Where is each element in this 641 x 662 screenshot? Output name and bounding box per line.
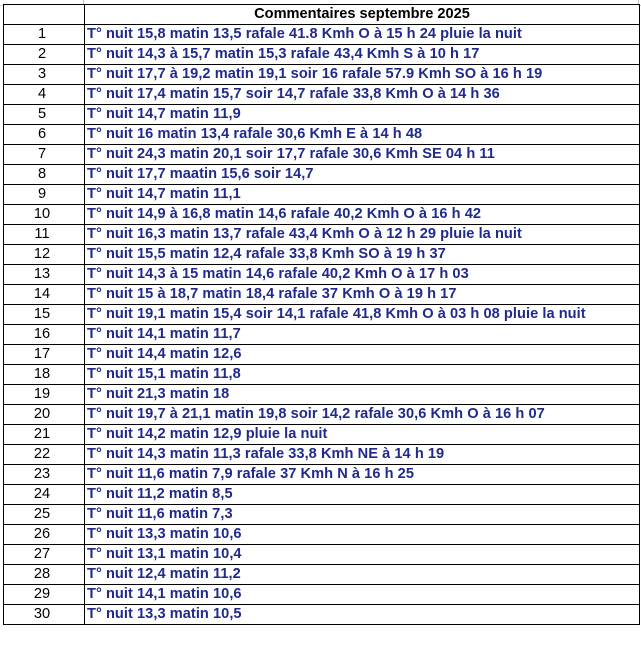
day-number-cell[interactable]: 24: [4, 485, 85, 505]
comment-cell[interactable]: T° nuit 21,3 matin 18: [85, 385, 640, 405]
table-row: [4, 145, 640, 165]
comment-cell[interactable]: T° nuit 14,2 matin 12,9 pluie la nuit: [85, 425, 640, 445]
comment-cell[interactable]: T° nuit 14,3 à 15 matin 14,6 rafale 40,2 Kmh O à 17 h 03: [85, 265, 640, 285]
day-number-cell[interactable]: 25: [4, 505, 85, 525]
comment-cell[interactable]: T° nuit 16 matin 13,4 rafale 30,6 Kmh E à 14 h 48: [85, 125, 640, 145]
header-number-cell[interactable]: [4, 5, 85, 25]
table-row: [4, 205, 640, 225]
day-number-cell[interactable]: 13: [4, 265, 85, 285]
day-number-cell[interactable]: 21: [4, 425, 85, 445]
comment-cell[interactable]: T° nuit 15,5 matin 12,4 rafale 33,8 Kmh SO à 19 h 37: [85, 245, 640, 265]
comment-cell[interactable]: T° nuit 15,8 matin 13,5 rafale 41.8 Kmh O à 15 h 24 pluie la nuit: [85, 25, 640, 45]
table-row: [4, 45, 640, 65]
comment-cell[interactable]: T° nuit 19,7 à 21,1 matin 19,8 soir 14,2 rafale 30,6 Kmh O à 16 h 07: [85, 405, 640, 425]
comment-cell[interactable]: T° nuit 24,3 matin 20,1 soir 17,7 rafale 30,6 Kmh SE 04 h 11: [85, 145, 640, 165]
day-number-cell[interactable]: 28: [4, 565, 85, 585]
table-row: [4, 125, 640, 145]
table-row: [4, 545, 640, 565]
day-number-cell[interactable]: 2: [4, 45, 85, 65]
comment-cell[interactable]: T° nuit 17,7 maatin 15,6 soir 14,7: [85, 165, 640, 185]
day-number-cell[interactable]: 17: [4, 345, 85, 365]
day-number-cell[interactable]: 3: [4, 65, 85, 85]
comment-cell[interactable]: T° nuit 17,7 à 19,2 matin 19,1 soir 16 rafale 57.9 Kmh SO à 16 h 19: [85, 65, 640, 85]
comment-cell[interactable]: T° nuit 13,3 matin 10,6: [85, 525, 640, 545]
comment-cell[interactable]: T° nuit 16,3 matin 13,7 rafale 43,4 Kmh O à 12 h 29 pluie la nuit: [85, 225, 640, 245]
day-number-cell[interactable]: 5: [4, 105, 85, 125]
comment-cell[interactable]: T° nuit 14,7 matin 11,9: [85, 105, 640, 125]
day-number-cell[interactable]: 14: [4, 285, 85, 305]
day-number-cell[interactable]: 15: [4, 305, 85, 325]
comment-cell[interactable]: T° nuit 13,3 matin 10,5: [85, 605, 640, 625]
table-row: [4, 445, 640, 465]
comment-cell[interactable]: T° nuit 11,6 matin 7,3: [85, 505, 640, 525]
day-number-cell[interactable]: 9: [4, 185, 85, 205]
day-number-cell[interactable]: 29: [4, 585, 85, 605]
header-comment-cell[interactable]: Commentaires septembre 2025: [85, 5, 640, 25]
table-row: [4, 505, 640, 525]
table-row: [4, 405, 640, 425]
day-number-cell[interactable]: 26: [4, 525, 85, 545]
comment-cell[interactable]: T° nuit 11,6 matin 7,9 rafale 37 Kmh N à 16 h 25: [85, 465, 640, 485]
header-row: [4, 5, 640, 25]
table-row: [4, 605, 640, 625]
day-number-cell[interactable]: 8: [4, 165, 85, 185]
comment-cell[interactable]: T° nuit 14,3 à 15,7 matin 15,3 rafale 43,4 Kmh S à 10 h 17: [85, 45, 640, 65]
table-row: [4, 325, 640, 345]
comment-cell[interactable]: T° nuit 15,1 matin 11,8: [85, 365, 640, 385]
day-number-cell[interactable]: 6: [4, 125, 85, 145]
table-row: [4, 565, 640, 585]
day-number-cell[interactable]: 30: [4, 605, 85, 625]
day-number-cell[interactable]: 16: [4, 325, 85, 345]
day-number-cell[interactable]: 22: [4, 445, 85, 465]
table-row: [4, 25, 640, 45]
table-row: [4, 285, 640, 305]
table-row: [4, 305, 640, 325]
day-number-cell[interactable]: 10: [4, 205, 85, 225]
day-number-cell[interactable]: 23: [4, 465, 85, 485]
day-number-cell[interactable]: 18: [4, 365, 85, 385]
table-row: [4, 385, 640, 405]
table-row: [4, 425, 640, 445]
table-row: [4, 65, 640, 85]
table-row: [4, 465, 640, 485]
comment-cell[interactable]: T° nuit 12,4 matin 11,2: [85, 565, 640, 585]
day-number-cell[interactable]: 12: [4, 245, 85, 265]
comment-cell[interactable]: T° nuit 13,1 matin 10,4: [85, 545, 640, 565]
table-row: [4, 485, 640, 505]
table-row: [4, 225, 640, 245]
comment-cell[interactable]: T° nuit 14,9 à 16,8 matin 14,6 rafale 40,2 Kmh O à 16 h 42: [85, 205, 640, 225]
table-row: [4, 245, 640, 265]
comment-cell[interactable]: T° nuit 14,4 matin 12,6: [85, 345, 640, 365]
day-number-cell[interactable]: 1: [4, 25, 85, 45]
table-row: [4, 85, 640, 105]
comment-cell[interactable]: T° nuit 14,7 matin 11,1: [85, 185, 640, 205]
table-row: [4, 585, 640, 605]
day-number-cell[interactable]: 7: [4, 145, 85, 165]
table-row: [4, 165, 640, 185]
table-row: [4, 105, 640, 125]
table-row: [4, 185, 640, 205]
table-row: [4, 265, 640, 285]
table-row: [4, 365, 640, 385]
comment-cell[interactable]: T° nuit 11,2 matin 8,5: [85, 485, 640, 505]
day-number-cell[interactable]: 19: [4, 385, 85, 405]
table-row: [4, 345, 640, 365]
comments-table: [3, 4, 640, 625]
comment-cell[interactable]: T° nuit 14,1 matin 10,6: [85, 585, 640, 605]
day-number-cell[interactable]: 4: [4, 85, 85, 105]
comment-cell[interactable]: T° nuit 14,1 matin 11,7: [85, 325, 640, 345]
table-row: [4, 525, 640, 545]
comment-cell[interactable]: T° nuit 17,4 matin 15,7 soir 14,7 rafale 33,8 Kmh O à 14 h 36: [85, 85, 640, 105]
comment-cell[interactable]: T° nuit 15 à 18,7 matin 18,4 rafale 37 Kmh O à 19 h 17: [85, 285, 640, 305]
comment-cell[interactable]: T° nuit 14,3 matin 11,3 rafale 33,8 Kmh NE à 14 h 19: [85, 445, 640, 465]
day-number-cell[interactable]: 20: [4, 405, 85, 425]
day-number-cell[interactable]: 27: [4, 545, 85, 565]
day-number-cell[interactable]: 11: [4, 225, 85, 245]
comment-cell[interactable]: T° nuit 19,1 matin 15,4 soir 14,1 rafale 41,8 Kmh O à 03 h 08 pluie la nuit: [85, 305, 640, 325]
